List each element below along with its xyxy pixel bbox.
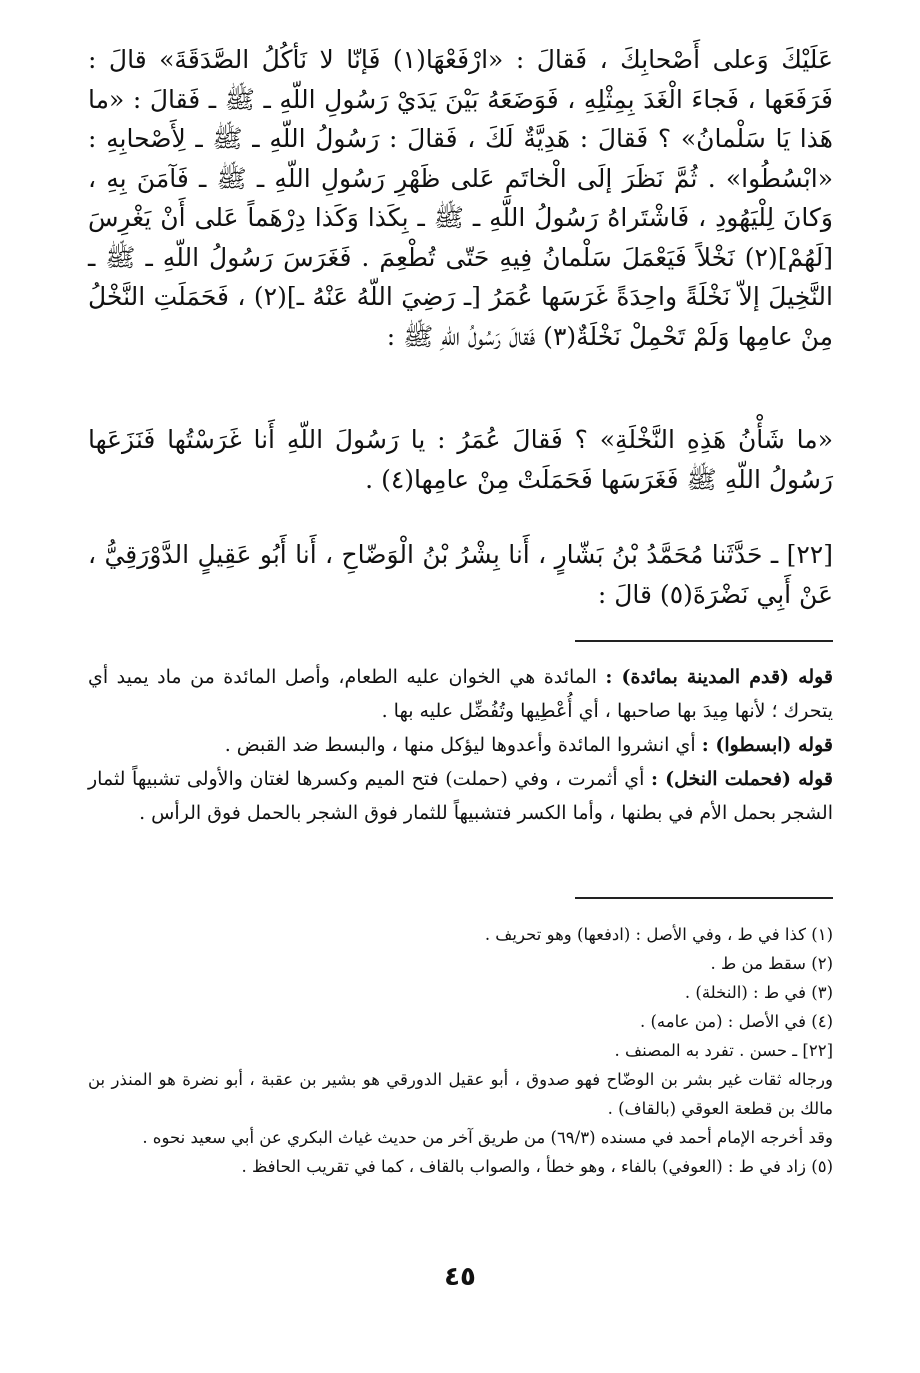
commentary-text: أي أثمرت ، وفي (حملت) فتح الميم وكسرها لغتان والأولى تشبيهاً لثمار الشجر بحمل الأم في بطنها ، وأما الكسر فتشبيهاً للثمار فوق الشجر بالحمل فوق الرأس . <box>88 768 833 824</box>
footnotes-divider <box>575 897 833 899</box>
footnotes-section <box>88 920 833 1181</box>
commentary-divider <box>575 640 833 642</box>
main-text-paragraph: عَلَيْكَ وَعلى أَصْحابِكَ ، فَقالَ : «ارْفَعْهَا(١) فَإنّا لا نَأكُلُ الصَّدَقَةَ» قالَ : فَرَفَعَها ، فَجاءَ الْغَدَ بِمِثْلِهِ ، فَوَضَعَهُ بَيْنَ يَدَيْ رَسُولِ اللّهِ ـ ﷺ ـ فَقالَ : «ما هَذا يَا سَلْمانُ» ؟ فَقالَ : هَدِيَّةٌ لَكَ ، فَقالَ : رَسُولُ اللّهِ ـ ﷺ ـ لِأَصْحابِهِ : «ابْسُطُوا» . ثُمَّ نَظَرَ إلَى الْخاتَمِ عَلى ظَهْرِ رَسُولِ اللّهِ ـ ﷺ ـ فَآمَنَ بِهِ ، وَكانَ لِلْيَهُودِ ، فَاشْتَراهُ رَسُولُ اللّهِ ـ ﷺ ـ بِكَذا وَكَذا دِرْهَماً عَلى أَنْ يَغْرِسَ [لَهُمْ](٢) نَخْلاً فَيَعْمَلَ سَلْمانُ فِيهِ حَتّى تُطْعِمَ . فَغَرَسَ رَسُولُ اللّهِ ـ ﷺ ـ النَّخِيلَ إلاّ نَخْلَةً واحِدَةً غَرَسَها عُمَرُ [ـ رَضِيَ اللّهُ عَنْهُ ـ](٢) ، فَحَمَلَتِ النَّخْلُ مِنْ عامِها وَلَمْ تَحْمِلْ نَخْلَةٌ(٣) فَقالَ رَسُولُ اللّهِ ﷺ : <box>88 45 833 351</box>
commentary-note <box>88 728 833 762</box>
commentary-note <box>88 762 833 830</box>
footnote: (٢) سقط من ط . <box>710 954 833 973</box>
footnote: [٢٢] ـ حسن . تفرد به المصنف . <box>614 1041 833 1060</box>
commentary-lemma: قوله (فحملت النخل) : <box>650 768 833 790</box>
footnote: ورجاله ثقات غير بشر بن الوضّاح فهو صدوق ، أبو عقيل الدورقي هو بشير بن عقبة ، أبو نضرة هو المنذر بن مالك بن قطعة العوقي (بالقاف) . <box>88 1070 833 1118</box>
commentary-text: أي انشروا المائدة وأعدوها ليؤكل منها ، والبسط ضد القبض . <box>224 734 702 756</box>
footnote: وقد أخرجه الإمام أحمد في مسنده (٦٩/٣) من طريق آخر من حديث غياث البكري عن أبي سعيد نحوه . <box>142 1128 833 1147</box>
commentary-lemma: قوله (قدم المدينة بمائدة) : <box>605 666 834 688</box>
commentary-lemma: قوله (ابسطوا) : <box>701 734 833 756</box>
footnote: (١) كذا في ط ، وفي الأصل : (ادفعها) وهو تحريف . <box>484 925 833 944</box>
hadith-chain-paragraph: [٢٢] ـ حَدَّثَنا مُحَمَّدُ بْنُ بَشّارٍ ، أَنا بِشْرُ بْنُ الْوَضّاحِ ، أَنا أَبُو عَقِيلٍ الدَّوْرَقِيُّ ، عَنْ أَبِي نَضْرَةَ(٥) قالَ : <box>88 540 833 609</box>
footnote: (٣) في ط : (النخلة) . <box>684 983 833 1002</box>
commentary-note <box>88 660 833 728</box>
main-text-paragraph: «ما شَأْنُ هَذِهِ النَّخْلَةِ» ؟ فَقالَ عُمَرُ : يا رَسُولَ اللّهِ أَنا غَرَسْتُها فَنَزَعَها رَسُولُ اللّهِ ﷺ فَغَرَسَها فَحَمَلَتْ مِنْ عامِها(٤) . <box>88 425 833 494</box>
page-number: ٤٥ <box>444 1262 476 1292</box>
footnote: (٤) في الأصل : (من عامه) . <box>640 1012 833 1031</box>
commentary-section <box>88 660 833 830</box>
footnote: (٥) زاد في ط : (العوفي) بالفاء ، وهو خطأ ، والصواب بالقاف ، كما في تقريب الحافظ . <box>241 1157 833 1176</box>
commentary-text: المائدة هي الخوان عليه الطعام، وأصل المائدة من ماد يميد أي يتحرك ؛ لأنها مِيدَ بها صاحبها ، أي أُعْطِيها وتُفُضِّل عليه بها . <box>88 666 833 722</box>
